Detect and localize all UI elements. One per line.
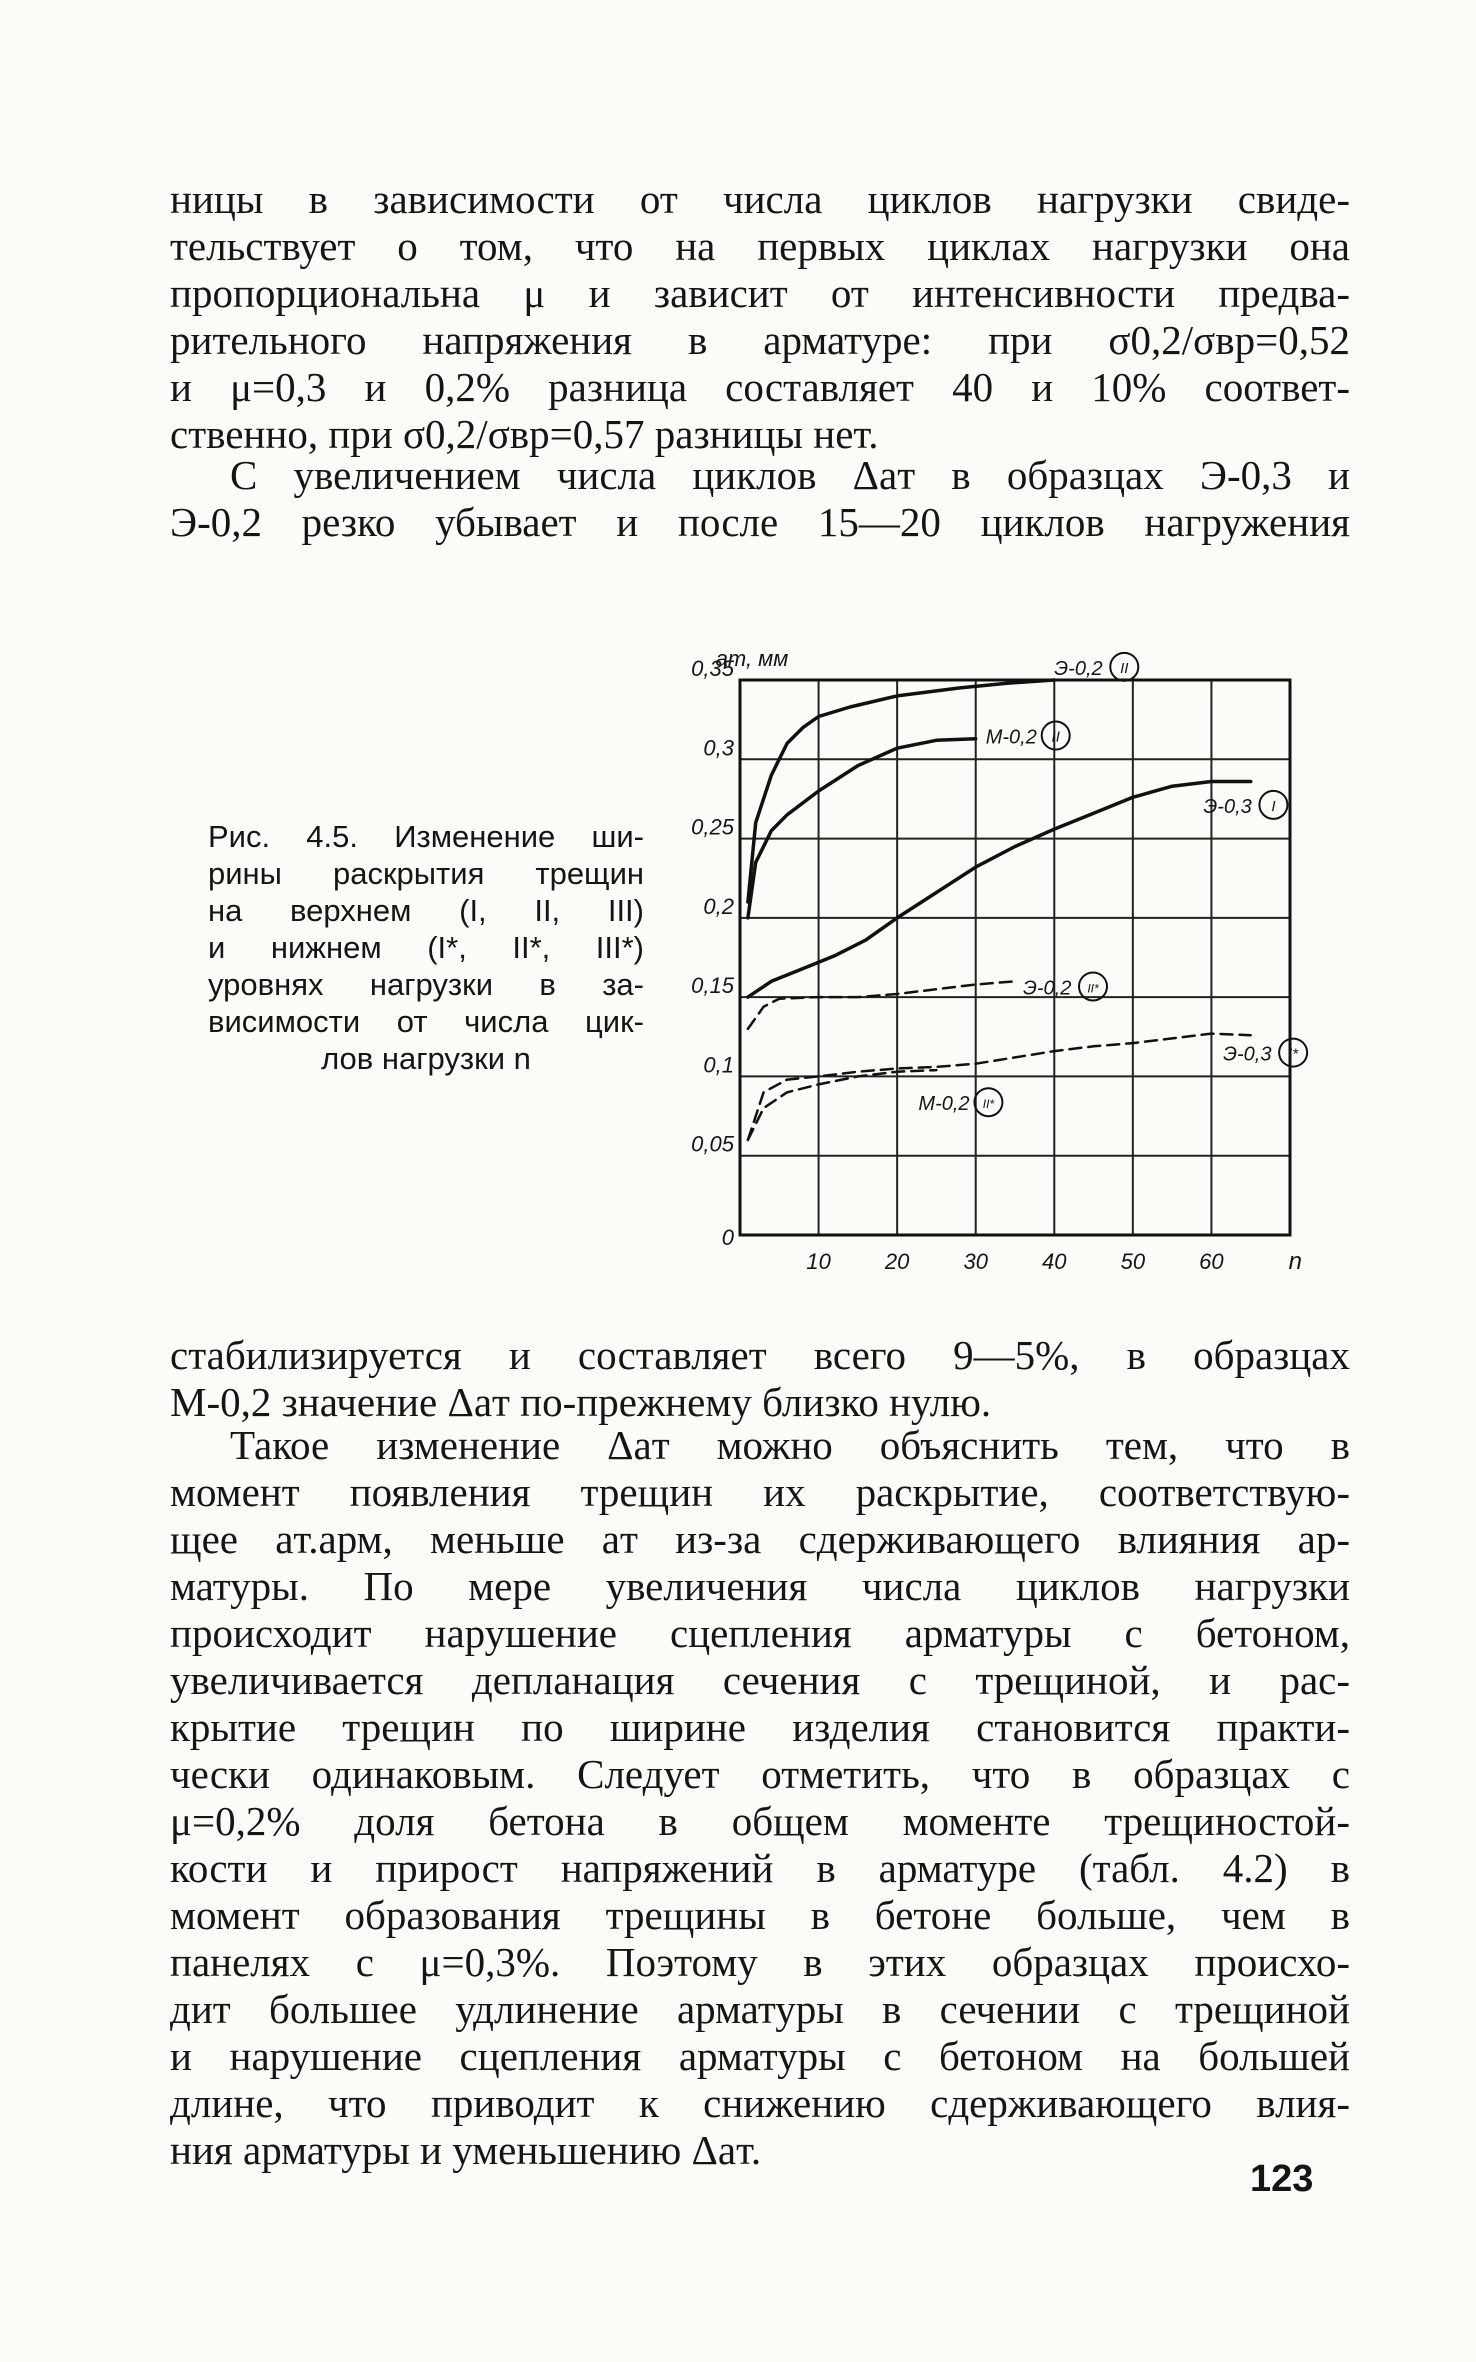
series-marker-label: II* — [982, 1097, 995, 1112]
text-line: кости и прирост напряжений в арматуре (табл. 4.2) в — [170, 1845, 1350, 1891]
figure-caption — [208, 818, 644, 1077]
text-line: μ=0,2% доля бетона в общем моменте трещиностой- — [170, 1798, 1350, 1844]
text-line: панелях с μ=0,3%. Поэтому в этих образцах происхо- — [170, 1939, 1350, 1985]
text-line: щее aт.арм, меньше aт из-за сдерживающего влияния ар- — [170, 1516, 1350, 1562]
text-line: Такое изменение Δaт можно объяснить тем, что в — [230, 1422, 1350, 1468]
text-line: и нарушение сцепления арматуры с бетоном на большей — [170, 2033, 1350, 2079]
series-line — [748, 1070, 937, 1140]
text-line: ницы в зависимости от числа циклов нагрузки свиде- — [170, 176, 1350, 222]
series-line — [748, 782, 1251, 998]
x-tick-label: 60 — [1199, 1249, 1224, 1274]
x-tick-label: 20 — [884, 1249, 910, 1274]
series-marker-label: II* — [1087, 981, 1099, 996]
paragraph-4 — [170, 1422, 1350, 2174]
paragraph-1 — [170, 176, 1350, 458]
text-line: чески одинаковым. Следует отметить, что в образцах с — [170, 1751, 1350, 1797]
text-line: дит большее удлинение арматуры в сечении с трещиной — [170, 1986, 1350, 2032]
y-tick-label: 0,15 — [691, 973, 734, 999]
text-line: момент образования трещины в бетоне больше, чем в — [170, 1892, 1350, 1938]
series-label-text: Э-0,3 — [1223, 1043, 1272, 1066]
series-label-text: Э-0,2 — [1054, 657, 1103, 680]
series-label — [918, 1088, 1002, 1116]
plot-frame — [740, 680, 1290, 1235]
text-line: М-0,2 значение Δaт по-прежнему близко нулю. — [170, 1379, 992, 1425]
y-tick-label: 0,25 — [691, 814, 734, 840]
series-marker-label: I — [1271, 797, 1276, 815]
caption-line: висимости от числа цик- — [208, 1004, 644, 1039]
y-tick-label: 0 — [721, 1225, 734, 1250]
caption-line: рины раскрытия трещин — [208, 856, 644, 891]
page-number: 123 — [1250, 2158, 1314, 2200]
series-label-text: М-0,2 — [918, 1093, 970, 1116]
series-label-text: М-0,2 — [985, 726, 1037, 749]
crack-width-chart — [660, 620, 1320, 1280]
text-line: ственно, при σ0,2/σвр=0,57 разницы нет. — [170, 411, 879, 457]
caption-line: и нижнем (I*, II*, III*) — [208, 930, 644, 965]
text-line: происходит нарушение сцепления арматуры с бетоном, — [170, 1610, 1350, 1656]
text-line: ния арматуры и уменьшению Δaт. — [170, 2127, 762, 2173]
series-line — [748, 1034, 1251, 1140]
series-line — [748, 680, 1054, 902]
x-tick-label: 10 — [806, 1249, 831, 1274]
caption-line: Рис. 4.5. Изменение ши- — [208, 819, 644, 854]
text-line: С увеличением числа циклов Δaт в образцах Э-0,3 и — [230, 452, 1350, 498]
caption-line: лов нагрузки n — [321, 1041, 531, 1076]
text-line: увеличивается депланация сечения с трещиной, и рас- — [170, 1657, 1350, 1703]
x-tick-label: 30 — [963, 1249, 988, 1274]
text-line: стабилизируется и составляет всего 9—5%, в образцах — [170, 1332, 1350, 1378]
y-tick-label: 0,35 — [691, 656, 734, 681]
series-marker-label: II — [1051, 728, 1060, 746]
y-tick-label: 0,1 — [703, 1052, 734, 1078]
text-line: рительного напряжения в арматуре: при σ0,2/σвр=0,52 — [170, 317, 1350, 363]
x-axis-label: n — [1288, 1248, 1302, 1275]
text-line: момент появления трещин их раскрытие, соответствую- — [170, 1469, 1350, 1515]
series-label-text: Э-0,2 — [1023, 977, 1072, 1000]
text-line: длине, что приводит к снижению сдерживающего влия- — [170, 2080, 1350, 2126]
text-line: тельствует о том, что на первых циклах нагрузки она — [170, 223, 1350, 269]
series-label — [986, 722, 1070, 750]
series-label — [1054, 653, 1138, 681]
y-tick-label: 0,3 — [703, 735, 734, 761]
caption-line: на верхнем (I, II, III) — [208, 893, 644, 928]
text-line: пропорциональна μ и зависит от интенсивности предва- — [170, 270, 1350, 316]
paragraph-3 — [170, 1332, 1350, 1426]
y-tick-label: 0,2 — [703, 893, 734, 919]
text-line: и μ=0,3 и 0,2% разница составляет 40 и 10% соответ- — [170, 364, 1350, 410]
y-axis-label: aт, мм — [715, 646, 789, 671]
text-line: крытие трещин по ширине изделия становится практи- — [170, 1704, 1350, 1750]
text-line: Э-0,2 резко убывает и после 15—20 циклов нагружения — [170, 499, 1350, 545]
series-label — [1223, 1039, 1307, 1067]
x-tick-label: 50 — [1120, 1249, 1146, 1274]
y-tick-label: 0,05 — [691, 1131, 734, 1157]
series-marker-label: I* — [1288, 1045, 1299, 1063]
series-marker-label: II — [1120, 659, 1129, 677]
series-label — [1203, 791, 1287, 819]
x-tick-label: 40 — [1042, 1249, 1067, 1274]
text-line: матуры. По мере увеличения числа циклов нагрузки — [170, 1563, 1350, 1609]
paragraph-2 — [170, 452, 1350, 546]
caption-line: уровнях нагрузки в за- — [208, 967, 644, 1002]
series-label-text: Э-0,3 — [1203, 795, 1252, 818]
